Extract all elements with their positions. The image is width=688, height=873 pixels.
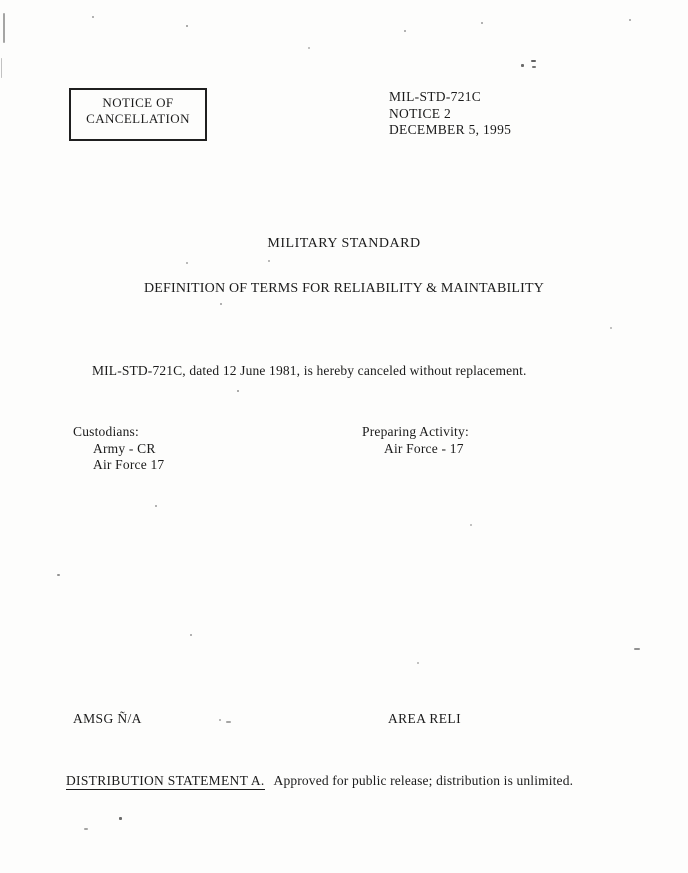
notice-number: NOTICE 2 xyxy=(389,105,452,121)
notice-of-cancellation-box xyxy=(69,88,207,141)
scan-speck xyxy=(190,634,192,636)
scan-speck xyxy=(308,47,310,49)
notice-box-line1: NOTICE OF xyxy=(102,95,174,110)
scan-speck xyxy=(186,25,188,27)
scan-speck xyxy=(3,13,5,43)
preparing-activity-item: Air Force - 17 xyxy=(384,440,464,456)
scan-speck xyxy=(481,22,483,24)
scan-speck xyxy=(1,58,2,78)
scan-speck xyxy=(404,30,406,32)
area-code: AREA RELI xyxy=(388,711,461,726)
standard-number: MIL-STD-721C xyxy=(389,89,482,104)
document-subtitle: DEFINITION OF TERMS FOR RELIABILITY & MAINTABILITY xyxy=(143,281,545,296)
scan-speck xyxy=(84,828,88,830)
scan-speck xyxy=(531,60,536,62)
document-title: MILITARY STANDARD xyxy=(267,236,421,251)
scan-speck xyxy=(57,574,60,576)
scan-speck xyxy=(610,327,612,329)
cancellation-statement: MIL-STD-721C, dated 12 June 1981, is hereby canceled without replacement. xyxy=(92,363,527,378)
scan-speck xyxy=(629,19,631,21)
scan-speck xyxy=(268,260,270,262)
scan-speck xyxy=(470,524,472,526)
preparing-activity-block xyxy=(362,424,469,457)
custodian-item: Air Force 17 xyxy=(93,457,165,472)
scan-speck xyxy=(155,505,157,507)
distribution-statement-text: Approved for public release; distribution is unlimited. xyxy=(273,773,574,788)
distribution-statement-label: DISTRIBUTION STATEMENT A. xyxy=(66,773,265,788)
custodians-block xyxy=(73,424,164,474)
scan-speck xyxy=(417,662,419,664)
document-id-block xyxy=(389,89,511,139)
notice-box-line2: CANCELLATION xyxy=(86,111,190,126)
scan-speck xyxy=(237,390,239,392)
scan-speck xyxy=(92,16,94,18)
scan-speck xyxy=(119,817,122,820)
scan-speck xyxy=(226,721,231,723)
document-date: DECEMBER 5, 1995 xyxy=(389,122,512,137)
scan-speck xyxy=(219,719,221,721)
scan-speck xyxy=(532,66,536,68)
scan-speck xyxy=(521,64,524,67)
distribution-statement xyxy=(66,773,573,789)
custodians-label: Custodians: xyxy=(73,424,139,439)
preparing-activity-label: Preparing Activity: xyxy=(362,424,469,439)
scan-speck xyxy=(186,262,188,264)
scan-speck xyxy=(220,303,222,305)
scan-speck xyxy=(634,648,640,650)
custodian-item: Army - CR xyxy=(93,440,156,456)
amsc-code: AMSG Ñ/A xyxy=(73,711,142,726)
